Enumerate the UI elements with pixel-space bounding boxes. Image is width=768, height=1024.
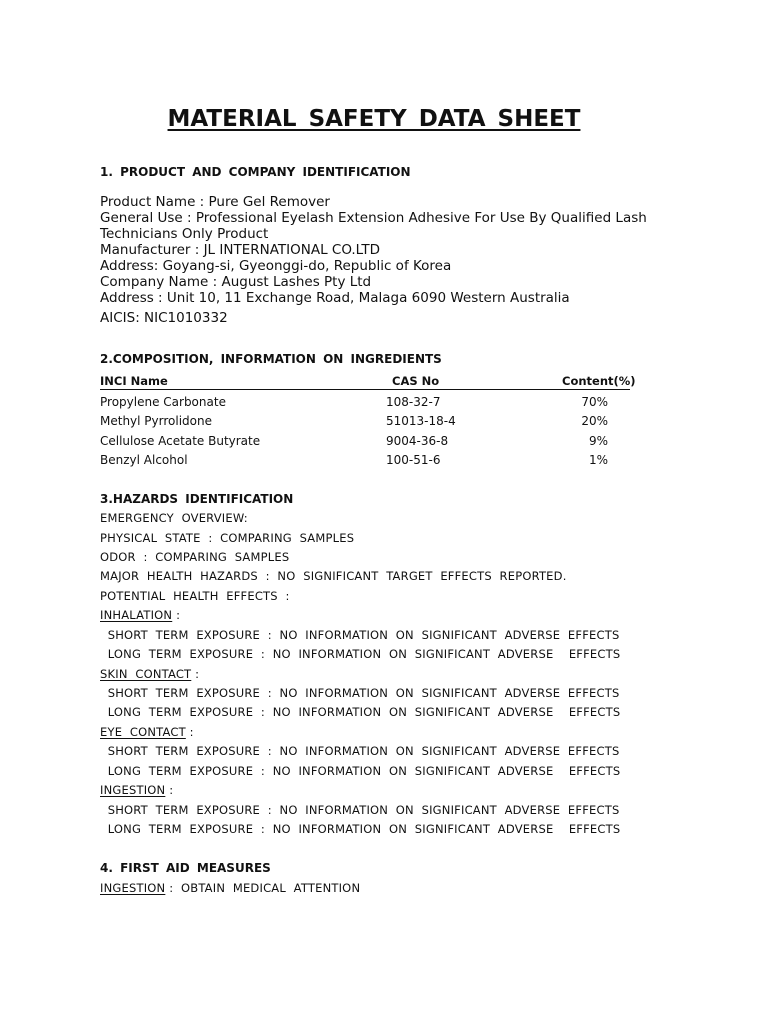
major-health-hazards: MAJOR HEALTH HAZARDS : NO SIGNIFICANT TARGET EFFECTS REPORTED. (100, 569, 567, 583)
table-row (100, 414, 630, 430)
company-address: Address : Unit 10, 11 Exchange Road, Malaga 6090 Western Australia (100, 290, 570, 306)
odor: ODOR : COMPARING SAMPLES (100, 550, 290, 564)
emergency-overview: EMERGENCY OVERVIEW: (100, 511, 248, 525)
table-row (100, 453, 630, 469)
route-label: INGESTION (100, 783, 166, 797)
company-name: Company Name : August Lashes Pty Ltd (100, 274, 372, 290)
table-row (100, 395, 630, 411)
route-colon: : (172, 608, 181, 622)
column-content: Content(%) (562, 374, 636, 388)
ingredient-name: Benzyl Alcohol (100, 453, 188, 467)
column-cas-no: CAS No (392, 374, 440, 388)
route-colon: : (165, 783, 174, 797)
section4-heading: 4. FIRST AID MEASURES (100, 861, 271, 875)
long-term-exposure: LONG TERM EXPOSURE : NO INFORMATION ON SIGNIFICANT ADVERSE EFFECTS (100, 822, 621, 836)
route-skin-contact (100, 667, 199, 681)
potential-health-effects: POTENTIAL HEALTH EFFECTS : (100, 589, 290, 603)
first-aid-text: : OBTAIN MEDICAL ATTENTION (165, 881, 361, 895)
long-term-exposure: LONG TERM EXPOSURE : NO INFORMATION ON SIGNIFICANT ADVERSE EFFECTS (100, 764, 621, 778)
general-use: General Use : Professional Eyelash Extension Adhesive For Use By Qualified Lash Technicians Only Product (100, 210, 647, 242)
ingredient-cas: 9004-36-8 (386, 434, 449, 448)
route-label: INHALATION (100, 608, 173, 622)
ingredient-content: 70% (581, 395, 608, 409)
document-title: MATERIAL SAFETY DATA SHEET (167, 106, 581, 132)
manufacturer-address: Address: Goyang-si, Gyeonggi-do, Republic of Korea (100, 258, 452, 274)
route-inhalation (100, 608, 180, 622)
route-ingestion (100, 783, 173, 797)
ingredient-content: 20% (581, 414, 608, 428)
long-term-exposure: LONG TERM EXPOSURE : NO INFORMATION ON SIGNIFICANT ADVERSE EFFECTS (100, 705, 621, 719)
section2-heading: 2.COMPOSITION, INFORMATION ON INGREDIENTS (100, 352, 442, 366)
ingredient-cas: 108-32-7 (386, 395, 441, 409)
short-term-exposure: SHORT TERM EXPOSURE : NO INFORMATION ON SIGNIFICANT ADVERSE EFFECTS (100, 803, 620, 817)
ingredient-cas: 100-51-6 (386, 453, 441, 467)
ingredient-content: 1% (588, 453, 608, 467)
route-label: EYE CONTACT (100, 725, 186, 739)
first-aid-ingestion (100, 881, 360, 895)
short-term-exposure: SHORT TERM EXPOSURE : NO INFORMATION ON SIGNIFICANT ADVERSE EFFECTS (100, 628, 620, 642)
table-row (100, 434, 630, 450)
short-term-exposure: SHORT TERM EXPOSURE : NO INFORMATION ON SIGNIFICANT ADVERSE EFFECTS (100, 744, 620, 758)
section3-heading: 3.HAZARDS IDENTIFICATION (100, 492, 294, 506)
aicis-number: AICIS: NIC1010332 (100, 310, 228, 326)
section1-heading: 1. PRODUCT AND COMPANY IDENTIFICATION (100, 165, 411, 179)
long-term-exposure: LONG TERM EXPOSURE : NO INFORMATION ON SIGNIFICANT ADVERSE EFFECTS (100, 647, 621, 661)
short-term-exposure: SHORT TERM EXPOSURE : NO INFORMATION ON SIGNIFICANT ADVERSE EFFECTS (100, 686, 620, 700)
ingredient-name: Methyl Pyrrolidone (100, 414, 212, 428)
manufacturer: Manufacturer : JL INTERNATIONAL CO.LTD (100, 242, 380, 258)
ingredient-name: Propylene Carbonate (100, 395, 226, 409)
product-name: Product Name : Pure Gel Remover (100, 194, 330, 210)
ingredient-content: 9% (588, 434, 608, 448)
route-label: INGESTION (100, 881, 166, 895)
route-eye-contact (100, 725, 194, 739)
product-info (100, 194, 660, 326)
route-colon: : (185, 725, 194, 739)
ingredients-table-header (100, 374, 636, 390)
physical-state: PHYSICAL STATE : COMPARING SAMPLES (100, 531, 355, 545)
ingredient-cas: 51013-18-4 (386, 414, 456, 428)
route-label: SKIN CONTACT (100, 667, 192, 681)
column-inci-name: INCI Name (100, 374, 168, 388)
ingredient-name: Cellulose Acetate Butyrate (100, 434, 261, 448)
route-colon: : (191, 667, 200, 681)
